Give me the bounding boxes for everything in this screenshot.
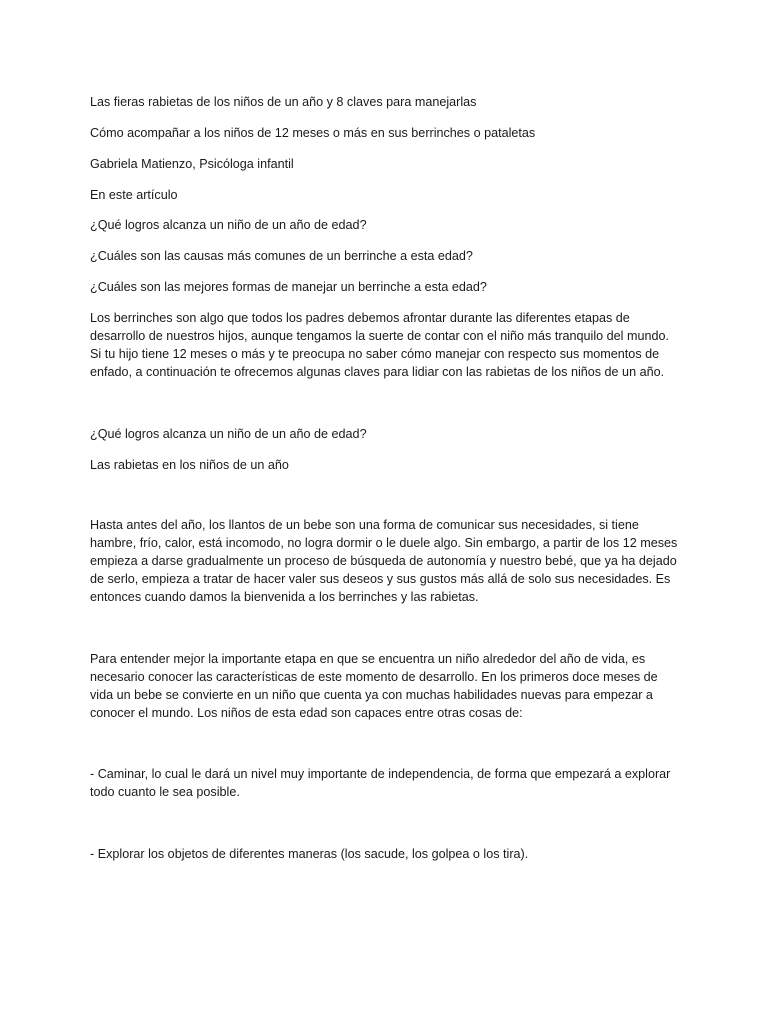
intro-line: desarrollo de nuestros hijos, aunque tengamos la suerte de contar con el niño más tranquilo del mundo. <box>90 329 669 343</box>
paragraph-line: empieza a darse gradualmente un proceso de búsqueda de autonomía y nuestro bebé, que ya ha dejado <box>90 554 677 568</box>
bullet-line: - Explorar los objetos de diferentes maneras (los sacude, los golpea o los tira). <box>90 847 529 861</box>
bullet-item-2 <box>90 845 690 863</box>
document-title: Las fieras rabietas de los niños de un año y 8 claves para manejarlas <box>90 95 477 109</box>
section-subheading: Las rabietas en los niños de un año <box>90 458 289 472</box>
author-line: Gabriela Matienzo, Psicóloga infantil <box>90 157 294 171</box>
paragraph-line: entonces cuando damos la bienvenida a los berrinches y las rabietas. <box>90 590 479 604</box>
intro-line: Los berrinches son algo que todos los padres debemos afrontar durante las diferentes etapas de <box>90 311 630 325</box>
intro-line: enfado, a continuación te ofrecemos algunas claves para lidiar con las rabietas de los niños de un año. <box>90 365 665 379</box>
intro-paragraph <box>90 309 690 381</box>
paragraph-line: hambre, frío, calor, está incomodo, no logra dormir o le duele algo. Sin embargo, a partir de los 12 meses <box>90 536 678 550</box>
body-paragraph-1 <box>90 516 690 606</box>
toc-item-1: ¿Qué logros alcanza un niño de un año de edad? <box>90 218 367 232</box>
toc-heading: En este artículo <box>90 188 178 202</box>
body-paragraph-2 <box>90 650 690 722</box>
document-subtitle: Cómo acompañar a los niños de 12 meses o más en sus berrinches o pataletas <box>90 126 536 140</box>
paragraph-line: necesario conocer las características de este momento de desarrollo. En los primeros doce meses de <box>90 670 658 684</box>
toc-item-3: ¿Cuáles son las mejores formas de manejar un berrinche a esta edad? <box>90 280 487 294</box>
paragraph-line: Para entender mejor la importante etapa en que se encuentra un niño alrededor del año de vida, es <box>90 652 646 666</box>
paragraph-line: conocer el mundo. Los niños de esta edad son capaces entre otras cosas de: <box>90 706 523 720</box>
bullet-item-1 <box>90 765 690 801</box>
section-heading: ¿Qué logros alcanza un niño de un año de edad? <box>90 427 367 441</box>
paragraph-line: vida un bebe se convierte en un niño que cuenta ya con muchas habilidades nuevas para empezar a <box>90 688 653 702</box>
bullet-line: todo cuanto le sea posible. <box>90 785 240 799</box>
toc-item-2: ¿Cuáles son las causas más comunes de un berrinche a esta edad? <box>90 249 473 263</box>
intro-line: Si tu hijo tiene 12 meses o más y te preocupa no saber cómo manejar con respecto sus momentos de <box>90 347 660 361</box>
bullet-line: - Caminar, lo cual le dará un nivel muy importante de independencia, de forma que empezará a explorar <box>90 767 671 781</box>
paragraph-line: de serlo, empieza a tratar de hacer valer sus deseos y sus gustos más allá de solo sus necesidades. Es <box>90 572 671 586</box>
paragraph-line: Hasta antes del año, los llantos de un bebe son una forma de comunicar sus necesidades, si tiene <box>90 518 639 532</box>
